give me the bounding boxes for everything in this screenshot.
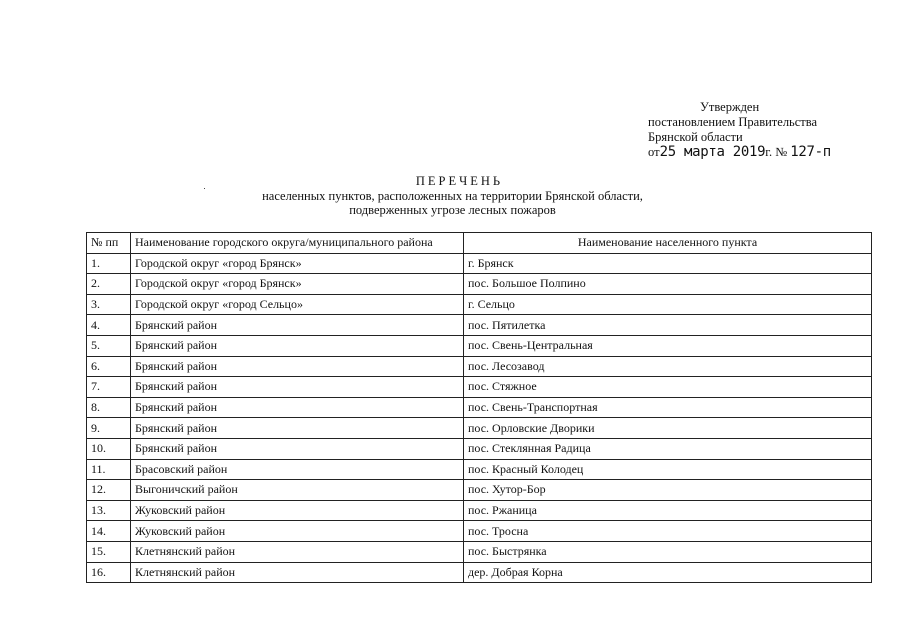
table-header-row: [87, 233, 872, 254]
table-row: [87, 438, 872, 459]
row-district: Жуковский район: [131, 521, 464, 542]
row-number: 7.: [87, 377, 131, 398]
row-settlement: пос. Стяжное: [464, 377, 872, 398]
row-district: Жуковский район: [131, 500, 464, 521]
document-title: ПЕРЕЧЕНЬ: [415, 174, 504, 188]
approved-by-label: постановлением Правительства: [648, 115, 818, 129]
column-header-number: № пп: [87, 233, 131, 254]
table-row: [87, 315, 872, 336]
row-settlement: пос. Тросна: [464, 521, 872, 542]
document-subtitle-line1: населенных пунктов, расположенных на территории Брянской области,: [262, 188, 643, 203]
settlements-table: [86, 232, 872, 583]
decree-year-suffix: г.: [765, 145, 773, 159]
row-district: Брасовский район: [131, 459, 464, 480]
row-district: Городской округ «город Сельцо»: [131, 294, 464, 315]
row-settlement: пос. Большое Полпино: [464, 274, 872, 295]
row-settlement: пос. Стеклянная Радица: [464, 438, 872, 459]
row-district: Брянский район: [131, 315, 464, 336]
row-number: 4.: [87, 315, 131, 336]
row-district: Брянский район: [131, 356, 464, 377]
table-row: [87, 294, 872, 315]
column-header-settlement: Наименование населенного пункта: [464, 233, 872, 254]
row-number: 15.: [87, 541, 131, 562]
table-row: [87, 274, 872, 295]
row-district: Городской округ «город Брянск»: [131, 274, 464, 295]
table-row: [87, 253, 872, 274]
row-district: Клетнянский район: [131, 562, 464, 583]
row-district: Городской округ «город Брянск»: [131, 253, 464, 274]
row-number: 6.: [87, 356, 131, 377]
row-district: Брянский район: [131, 438, 464, 459]
approval-stamp: [648, 100, 831, 160]
table-row: [87, 397, 872, 418]
row-settlement: пос. Лесозавод: [464, 356, 872, 377]
row-number: 2.: [87, 274, 131, 295]
row-number: 14.: [87, 521, 131, 542]
decree-number-sign: №: [775, 145, 788, 159]
table-row: [87, 500, 872, 521]
row-settlement: пос. Свень-Транспортная: [464, 397, 872, 418]
row-number: 11.: [87, 459, 131, 480]
row-settlement: пос. Свень-Центральная: [464, 335, 872, 356]
row-number: 13.: [87, 500, 131, 521]
row-settlement: пос. Пятилетка: [464, 315, 872, 336]
row-settlement: г. Сельцо: [464, 294, 872, 315]
row-number: 10.: [87, 438, 131, 459]
table-row: [87, 480, 872, 501]
row-district: Выгоничский район: [131, 480, 464, 501]
row-district: Брянский район: [131, 377, 464, 398]
table-row: [87, 562, 872, 583]
row-number: 9.: [87, 418, 131, 439]
table-row: [87, 459, 872, 480]
table-row: [87, 541, 872, 562]
table-row: [87, 335, 872, 356]
table-row: [87, 356, 872, 377]
row-settlement: пос. Хутор-Бор: [464, 480, 872, 501]
document-subtitle-line2: подверженных угрозе лесных пожаров: [349, 203, 556, 217]
row-district: Брянский район: [131, 397, 464, 418]
row-district: Брянский район: [131, 418, 464, 439]
table-row: [87, 418, 872, 439]
row-settlement: пос. Быстрянка: [464, 541, 872, 562]
row-number: 12.: [87, 480, 131, 501]
row-number: 5.: [87, 335, 131, 356]
row-number: 1.: [87, 253, 131, 274]
decree-reference: [648, 145, 831, 160]
row-district: Клетнянский район: [131, 541, 464, 562]
row-settlement: пос. Орловские Дворики: [464, 418, 872, 439]
table-row: [87, 521, 872, 542]
row-number: 8.: [87, 397, 131, 418]
row-settlement: г. Брянск: [464, 253, 872, 274]
row-district: Брянский район: [131, 335, 464, 356]
table-row: [87, 377, 872, 398]
row-number: 3.: [87, 294, 131, 315]
row-settlement: пос. Ржаница: [464, 500, 872, 521]
region-label: Брянской области: [648, 130, 743, 144]
column-header-district: Наименование городского округа/муниципального района: [131, 233, 464, 254]
row-settlement: пос. Красный Колодец: [464, 459, 872, 480]
row-number: 16.: [87, 562, 131, 583]
decree-date: 25 марта 2019: [659, 144, 766, 160]
document-heading: [0, 174, 905, 218]
approved-label: Утвержден: [700, 100, 760, 114]
decree-from: от: [648, 145, 660, 159]
decree-number: 127-п: [790, 144, 831, 160]
row-settlement: дер. Добрая Корна: [464, 562, 872, 583]
